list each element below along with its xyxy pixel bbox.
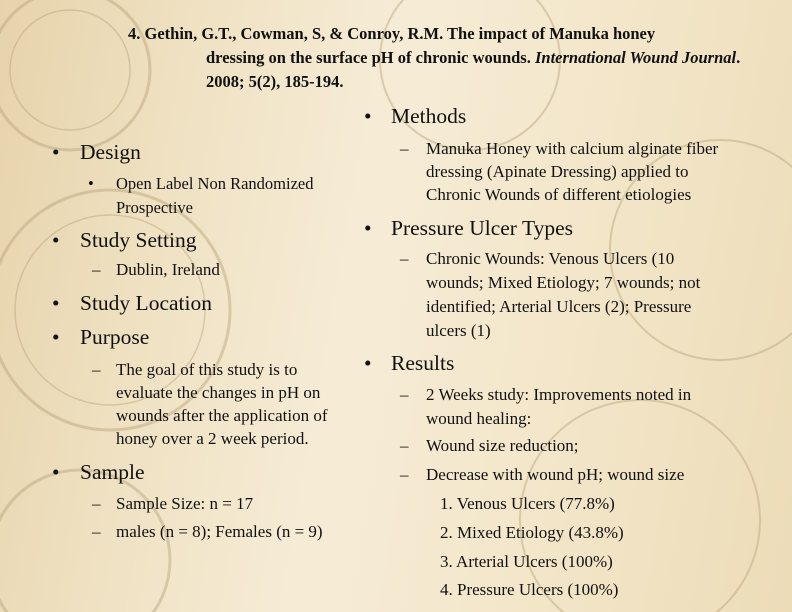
setting-heading: Study Setting <box>80 228 197 252</box>
dash: – <box>400 436 409 455</box>
citation-line1: 4. Gethin, G.T., Cowman, S, & Conroy, R.M. The impact of Manuka honey <box>128 24 656 43</box>
design-item-1: Open Label Non Randomized <box>116 174 314 193</box>
dash: – <box>92 494 101 513</box>
purpose-line-4: honey over a 2 week period. <box>116 429 309 448</box>
citation-line2: dressing on the surface pH of chronic wounds. <box>206 48 531 67</box>
results-line-3: Decrease with wound pH; wound size <box>426 465 685 484</box>
location-heading: Study Location <box>80 291 212 315</box>
results-numbered-4: 4. Pressure Ulcers (100%) <box>440 580 619 599</box>
bullet: • <box>88 174 94 193</box>
setting-item: Dublin, Ireland <box>116 260 220 279</box>
results-heading: Results <box>391 351 455 375</box>
dash: – <box>400 139 409 158</box>
dash: – <box>92 522 101 541</box>
bullet: • <box>364 351 372 375</box>
purpose-line-1: The goal of this study is to <box>116 360 298 379</box>
purpose-line-3: wounds after the application of <box>116 406 328 425</box>
citation <box>128 22 768 94</box>
citation-journal: International Wound Journal <box>534 48 737 67</box>
pressure-line-2: wounds; Mixed Etiology; 7 wounds; not <box>426 273 701 292</box>
methods-line-2: dressing (Apinate Dressing) applied to <box>426 162 689 181</box>
results-line-1b: wound healing: <box>426 409 532 428</box>
methods-heading: Methods <box>391 104 467 128</box>
results-line-1a: 2 Weeks study: Improvements noted in <box>426 385 692 404</box>
methods-line-1: Manuka Honey with calcium alginate fiber <box>426 139 719 158</box>
dash: – <box>400 249 409 268</box>
bullet: • <box>52 460 60 484</box>
bullet: • <box>52 140 60 164</box>
methods-line-3: Chronic Wounds of different etiologies <box>426 185 692 204</box>
results-numbered-1: 1. Venous Ulcers (77.8%) <box>440 494 615 513</box>
dash: – <box>400 465 409 484</box>
results-numbered-2: 2. Mixed Etiology (43.8%) <box>440 523 624 542</box>
bullet: • <box>364 104 372 128</box>
results-numbered-3: 3. Arterial Ulcers (100%) <box>440 552 613 571</box>
citation-rest: . 2008; 5(2), 185-194. <box>206 48 741 91</box>
pressure-line-3: identified; Arterial Ulcers (2); Pressure <box>426 297 692 316</box>
pressure-heading: Pressure Ulcer Types <box>391 216 573 240</box>
dash: – <box>400 385 409 404</box>
pressure-line-1: Chronic Wounds: Venous Ulcers (10 <box>426 249 675 268</box>
design-item-2: Prospective <box>116 198 193 217</box>
dash: – <box>92 260 101 279</box>
pressure-line-4: ulcers (1) <box>426 321 491 340</box>
results-line-2: Wound size reduction; <box>426 436 579 455</box>
bullet: • <box>52 228 60 252</box>
bullet: • <box>52 325 60 349</box>
sample-item-1: Sample Size: n = 17 <box>116 494 254 513</box>
design-heading: Design <box>80 140 141 164</box>
bullet: • <box>52 291 60 315</box>
dash: – <box>92 360 101 379</box>
purpose-heading: Purpose <box>80 325 150 349</box>
sample-heading: Sample <box>80 460 145 484</box>
sample-item-2: males (n = 8); Females (n = 9) <box>116 522 323 541</box>
purpose-line-2: evaluate the changes in pH on <box>116 383 321 402</box>
bullet: • <box>364 216 372 240</box>
